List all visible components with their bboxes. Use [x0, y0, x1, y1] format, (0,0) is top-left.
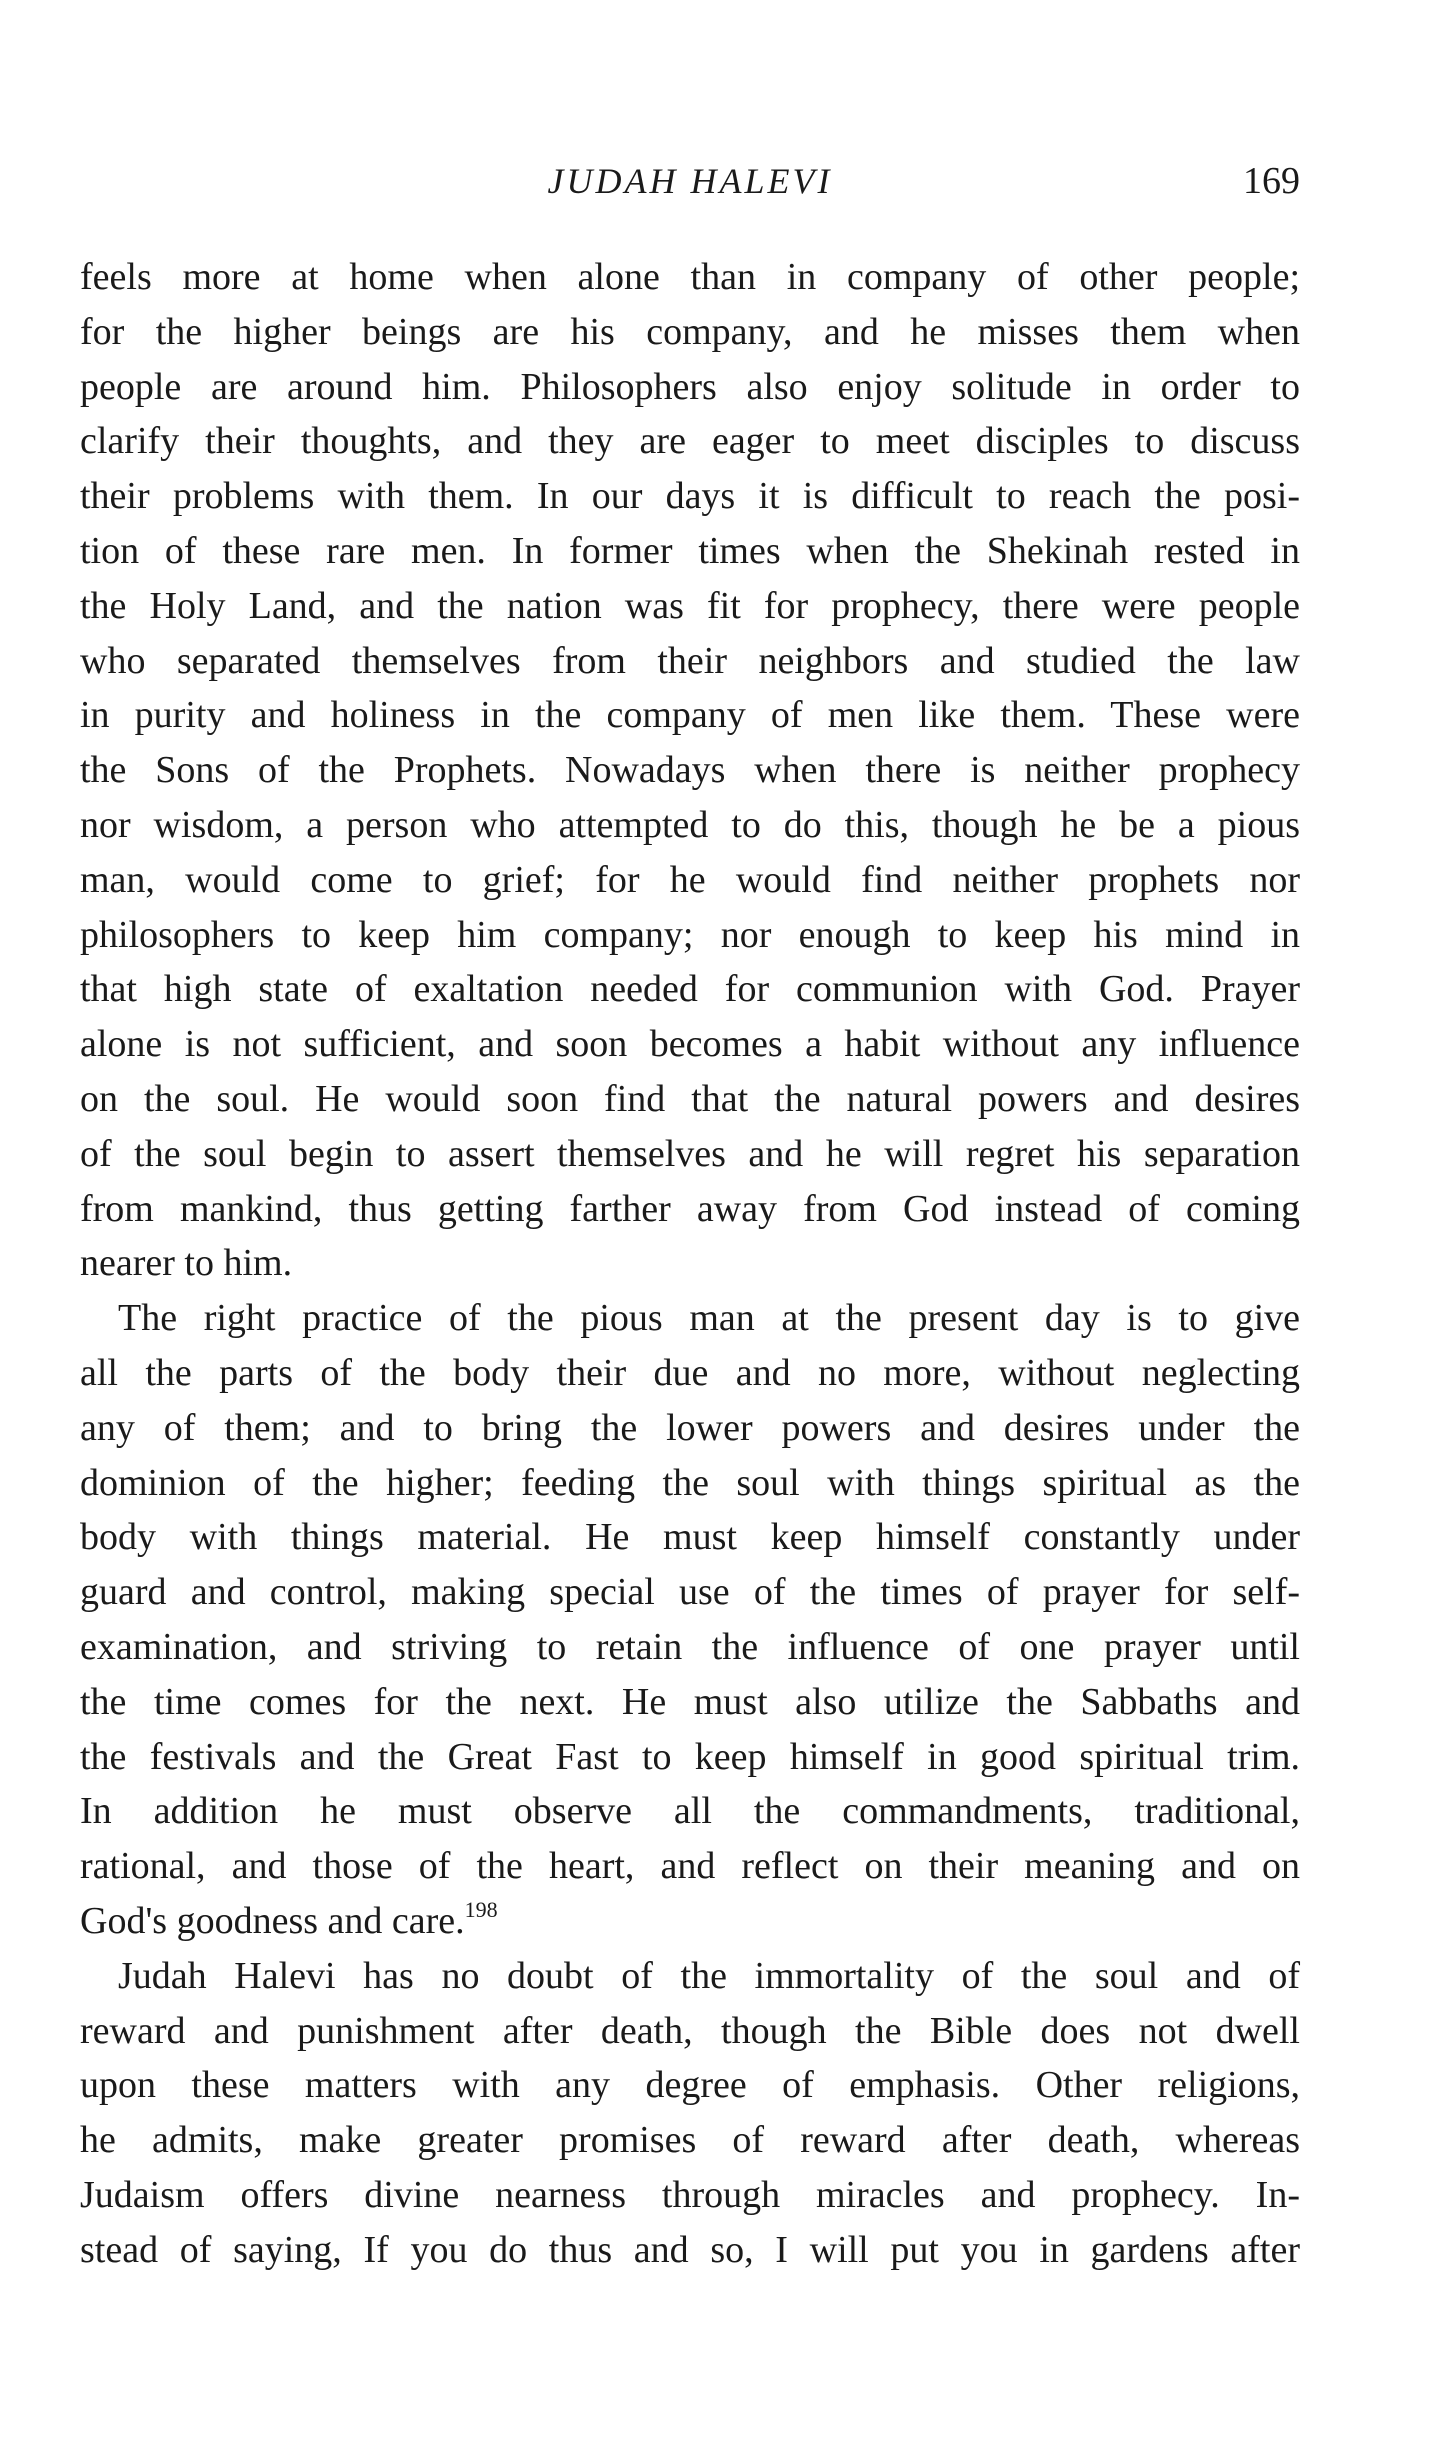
text-line: he admits, make greater promises of reward after death, whereas [80, 2119, 1300, 2162]
text-line: tion of these rare men. In former times when the Shekinah rested in [80, 529, 1300, 572]
text-line: The right practice of the pious man at the present day is to give [118, 1297, 1300, 1340]
text-line: body with things material. He must keep himself constantly under [80, 1516, 1300, 1559]
running-head [80, 156, 1300, 206]
text-line: reward and punishment after death, though the Bible does not dwell [80, 2009, 1300, 2052]
text-line: upon these matters with any degree of emphasis. Other religions, [80, 2064, 1300, 2107]
text-line: stead of saying, If you do thus and so, I will put you in gardens after [80, 2228, 1300, 2271]
text-line-content: God's goodness and care. [80, 1899, 465, 1942]
text-line: who separated themselves from their neighbors and studied the law [80, 639, 1300, 682]
text-line: guard and control, making special use of the times of prayer for self- [80, 1571, 1300, 1614]
text-line: Judah Halevi has no doubt of the immortality of the soul and of [118, 1954, 1300, 1997]
text-line: people are around him. Philosophers also enjoy solitude in order to [80, 365, 1300, 408]
text-line: for the higher beings are his company, and he misses them when [80, 310, 1300, 353]
footnote-reference[interactable]: 198 [464, 1896, 498, 1922]
text-line: rational, and those of the heart, and reflect on their meaning and on [80, 1845, 1300, 1888]
text-line: philosophers to keep him company; nor enough to keep his mind in [80, 913, 1300, 956]
text-line: the time comes for the next. He must also utilize the Sabbaths and [80, 1680, 1300, 1723]
text-line: the Sons of the Prophets. Nowadays when there is neither prophecy [80, 749, 1300, 792]
text-line-with-footnote [80, 1894, 1300, 1949]
text-line: nearer to him. [80, 1242, 293, 1285]
text-line: In addition he must observe all the commandments, traditional, [80, 1790, 1300, 1833]
page-number: 169 [1243, 160, 1300, 202]
text-line: dominion of the higher; feeding the soul with things spiritual as the [80, 1461, 1300, 1504]
text-line: all the parts of the body their due and no more, without neglecting [80, 1351, 1300, 1394]
text-line: from mankind, thus getting farther away from God instead of coming [80, 1187, 1300, 1230]
text-line: on the soul. He would soon find that the natural powers and desires [80, 1077, 1300, 1120]
text-line: alone is not sufficient, and soon becomes a habit without any influence [80, 1023, 1300, 1066]
text-line: any of them; and to bring the lower powers and desires under the [80, 1406, 1300, 1449]
text-line: in purity and holiness in the company of men like them. These were [80, 694, 1300, 737]
text-line: man, would come to grief; for he would find neither prophets nor [80, 858, 1300, 901]
text-line: examination, and striving to retain the influence of one prayer until [80, 1625, 1300, 1668]
text-line: the festivals and the Great Fast to keep himself in good spiritual trim. [80, 1735, 1300, 1778]
text-line: their problems with them. In our days it is difficult to reach the posi- [80, 475, 1300, 518]
running-title: JUDAH HALEVI [547, 161, 833, 201]
body-text [80, 250, 1300, 2277]
text-line: Judaism offers divine nearness through miracles and prophecy. In- [80, 2173, 1300, 2216]
text-line: of the soul begin to assert themselves and he will regret his separation [80, 1132, 1300, 1175]
text-line: that high state of exaltation needed for communion with God. Prayer [80, 968, 1300, 1011]
text-line: clarify their thoughts, and they are eager to meet disciples to discuss [80, 420, 1300, 463]
text-line: feels more at home when alone than in company of other people; [80, 256, 1300, 298]
text-line: the Holy Land, and the nation was fit for prophecy, there were people [80, 584, 1300, 627]
text-line: nor wisdom, a person who attempted to do this, though he be a pious [80, 803, 1300, 846]
